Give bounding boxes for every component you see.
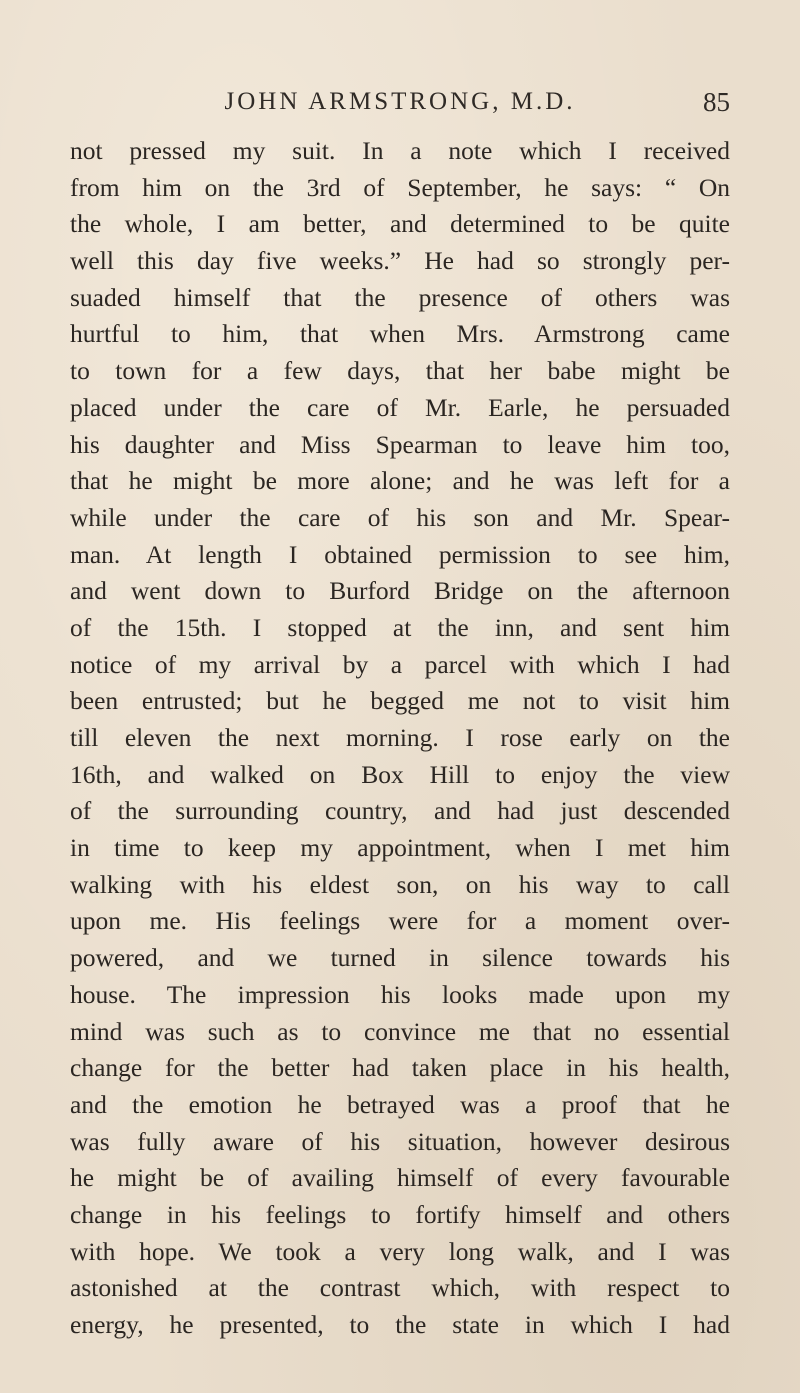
text-line: that he might be more alone; and he was left for a <box>70 466 730 496</box>
text-line: change for the better had taken place in his health, <box>70 1053 730 1083</box>
text-line: energy, he presented, to the state in which I had <box>70 1310 730 1339</box>
text-line: and went down to Burford Bridge on the afternoon <box>70 576 730 606</box>
text-line: to town for a few days, that her babe might be <box>70 356 730 386</box>
text-line: suaded himself that the presence of others was <box>70 282 730 312</box>
text-line: walking with his eldest son, on his way to call <box>70 869 730 899</box>
text-line: in time to keep my appointment, when I met him <box>70 833 730 863</box>
text-line: astonished at the contrast which, with respect to <box>70 1273 730 1303</box>
text-line: change in his feelings to fortify himself and others <box>70 1199 730 1229</box>
text-line: man. At length I obtained permission to see him, <box>70 539 730 569</box>
running-head <box>70 82 730 122</box>
text-line: hurtful to him, that when Mrs. Armstrong came <box>70 319 730 349</box>
text-line: well this day five weeks.” He had so strongly per- <box>70 246 730 276</box>
text-line: been entrusted; but he begged me not to visit him <box>70 686 730 716</box>
text-line: of the 15th. I stopped at the inn, and sent him <box>70 612 730 642</box>
text-line: from him on the 3rd of September, he says: “ On <box>70 172 730 202</box>
text-line: his daughter and Miss Spearman to leave him too, <box>70 429 730 459</box>
text-line: mind was such as to convince me that no essential <box>70 1016 730 1046</box>
text-line: the whole, I am better, and determined to be quite <box>70 209 730 239</box>
text-line: till eleven the next morning. I rose early on the <box>70 723 730 752</box>
text-line: while under the care of his son and Mr. Spear- <box>70 502 730 532</box>
text-line: powered, and we turned in silence towards his <box>70 943 730 973</box>
body-text <box>70 133 730 1344</box>
text-line: and the emotion he betrayed was a proof that he <box>70 1089 730 1119</box>
text-line: not pressed my suit. In a note which I received <box>70 136 730 165</box>
text-line: upon me. His feelings were for a moment over- <box>70 906 730 936</box>
page-number: 85 <box>703 87 730 117</box>
text-line: 16th, and walked on Box Hill to enjoy the view <box>70 759 730 789</box>
running-title: JOHN ARMSTRONG, M.D. <box>224 88 576 115</box>
text-line: placed under the care of Mr. Earle, he persuaded <box>70 392 730 422</box>
text-line: house. The impression his looks made upon my <box>70 979 730 1009</box>
text-line: of the surrounding country, and had just descended <box>70 796 730 826</box>
text-line: was fully aware of his situation, however desirous <box>70 1126 730 1156</box>
text-line: he might be of availing himself of every favourable <box>70 1163 730 1193</box>
text-line: with hope. We took a very long walk, and I was <box>70 1236 730 1266</box>
text-line: notice of my arrival by a parcel with which I had <box>70 649 730 679</box>
